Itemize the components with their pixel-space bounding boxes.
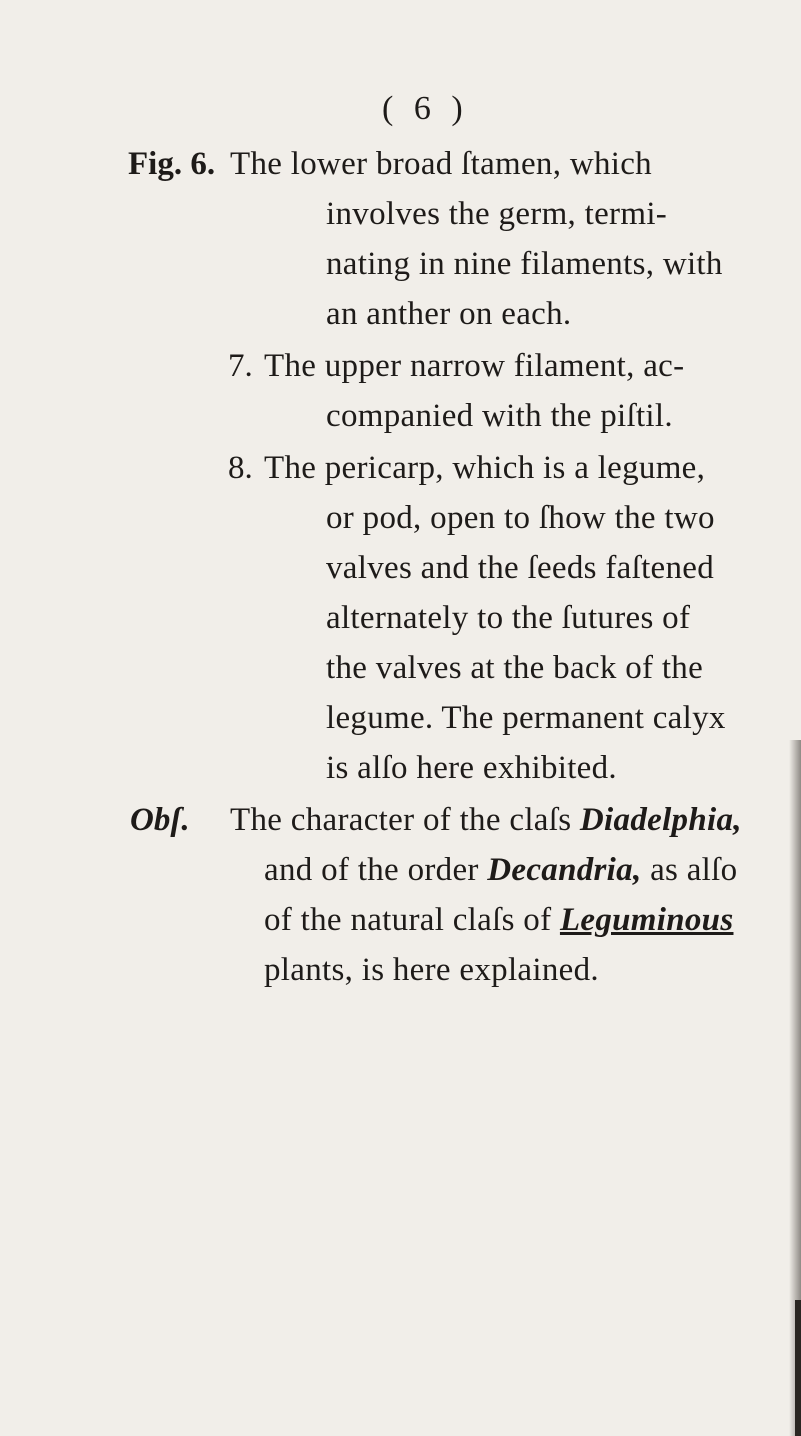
entry-line: nating in nine filaments, with	[326, 246, 723, 282]
entry-label: 8.	[228, 450, 253, 486]
entry-line: valves and the ſeeds faſtened	[326, 550, 715, 586]
page-number: ( 6 )	[382, 90, 469, 127]
entry-label: 7.	[228, 348, 253, 384]
entry-line: the valves at the back of the	[326, 650, 704, 686]
entry-line: plants, is here explained.	[264, 952, 599, 988]
entry-line: is alſo here exhibited.	[326, 750, 617, 786]
latin-term: Leguminous	[559, 902, 734, 938]
entry-line: legume. The permanent calyx	[326, 700, 726, 736]
entry-line: alternately to the ſutures of	[326, 600, 691, 636]
page-edge-dark	[795, 1300, 801, 1436]
entry-line: and of the order Decandria, as alſo	[264, 852, 738, 888]
entry-line: companied with the piſtil.	[326, 398, 673, 434]
entry-line: an anther on each.	[326, 296, 572, 332]
entry-line: The character of the claſs Diadelphia,	[230, 802, 742, 838]
entry-label: Obſ.	[130, 802, 190, 838]
entry-line: The lower broad ſtamen, which	[230, 146, 652, 182]
entry-label: Fig. 6.	[128, 146, 216, 182]
entry-line: The pericarp, which is a legume,	[264, 450, 706, 486]
entry-line: involves the germ, termi-	[326, 196, 668, 232]
latin-term: Diadelphia,	[579, 802, 742, 838]
entry-line: or pod, open to ſhow the two	[326, 500, 715, 536]
latin-term: Decandria,	[487, 852, 642, 888]
entry-line: The upper narrow filament, ac-	[264, 348, 685, 384]
entry-line: of the natural claſs of Leguminous	[264, 902, 734, 938]
